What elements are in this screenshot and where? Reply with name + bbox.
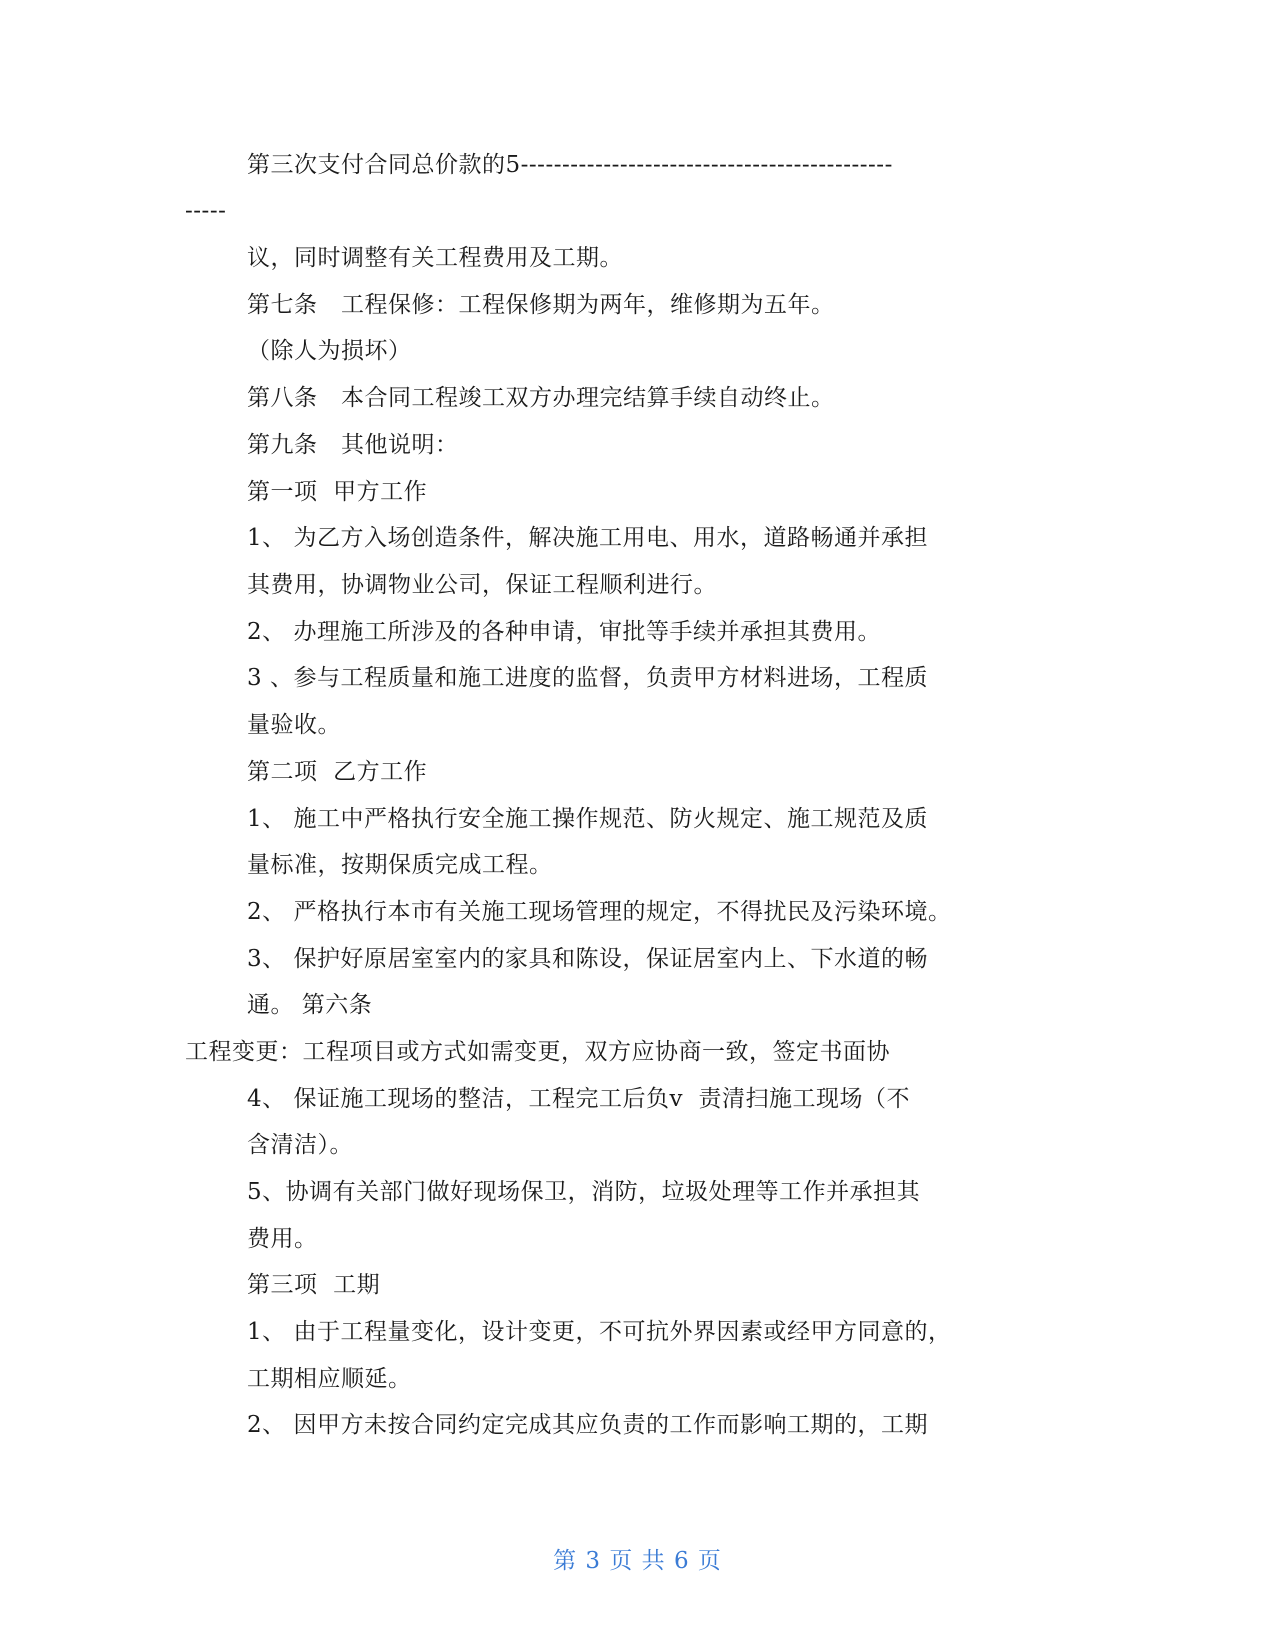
- text-line: 量验收。: [247, 712, 341, 738]
- text-line: 工程变更：工程项目或方式如需变更，双方应协商一致，签定书面协: [185, 1039, 890, 1065]
- text-line: 第三次支付合同总价款的5---------------------------------------------: [247, 152, 893, 178]
- text-line: 2、 严格执行本市有关施工现场管理的规定，不得扰民及污染环境。: [247, 899, 952, 925]
- text-line: 第一项 甲方工作: [247, 479, 428, 505]
- text-line: 通。 第六条: [247, 992, 373, 1018]
- text-line: 第三项 工期: [247, 1272, 381, 1298]
- text-line: 量标准，按期保质完成工程。: [247, 852, 553, 878]
- text-line: -----: [185, 198, 227, 224]
- text-line: 5、协调有关部门做好现场保卫，消防，垃圾处理等工作并承担其: [247, 1179, 921, 1205]
- text-line: 议，同时调整有关工程费用及工期。: [247, 245, 623, 271]
- page-number-footer: 第 3 页 共 6 页: [553, 1548, 722, 1574]
- text-line: 3 、参与工程质量和施工进度的监督，负责甲方材料进场，工程质: [247, 665, 928, 691]
- text-line: 第七条 工程保修：工程保修期为两年，维修期为五年。: [247, 292, 835, 318]
- text-line: 1、 为乙方入场创造条件，解决施工用电、用水，道路畅通并承担: [247, 525, 928, 551]
- text-line: 其费用，协调物业公司，保证工程顺利进行。: [247, 572, 717, 598]
- text-line: 1、 施工中严格执行安全施工操作规范、防火规定、施工规范及质: [247, 806, 928, 832]
- text-line: （除人为损坏）: [247, 338, 412, 364]
- text-line: 2、 因甲方未按合同约定完成其应负责的工作而影响工期的，工期: [247, 1412, 928, 1438]
- text-line: 1、 由于工程量变化，设计变更，不可抗外界因素或经甲方同意的，: [247, 1319, 952, 1345]
- text-line: 3、 保护好原居室室内的家具和陈设，保证居室内上、下水道的畅: [247, 946, 928, 972]
- text-line: 含清洁）。: [247, 1132, 353, 1158]
- text-line: 4、 保证施工现场的整洁，工程完工后负v 责清扫施工现场（不: [247, 1086, 911, 1112]
- text-line: 工期相应顺延。: [247, 1366, 412, 1392]
- text-line: 第八条 本合同工程竣工双方办理完结算手续自动终止。: [247, 385, 835, 411]
- text-line: 第二项 乙方工作: [247, 759, 428, 785]
- text-line: 2、 办理施工所涉及的各种申请，审批等手续并承担其费用。: [247, 619, 881, 645]
- text-line: 费用。: [247, 1226, 318, 1252]
- text-line: 第九条 其他说明：: [247, 432, 459, 458]
